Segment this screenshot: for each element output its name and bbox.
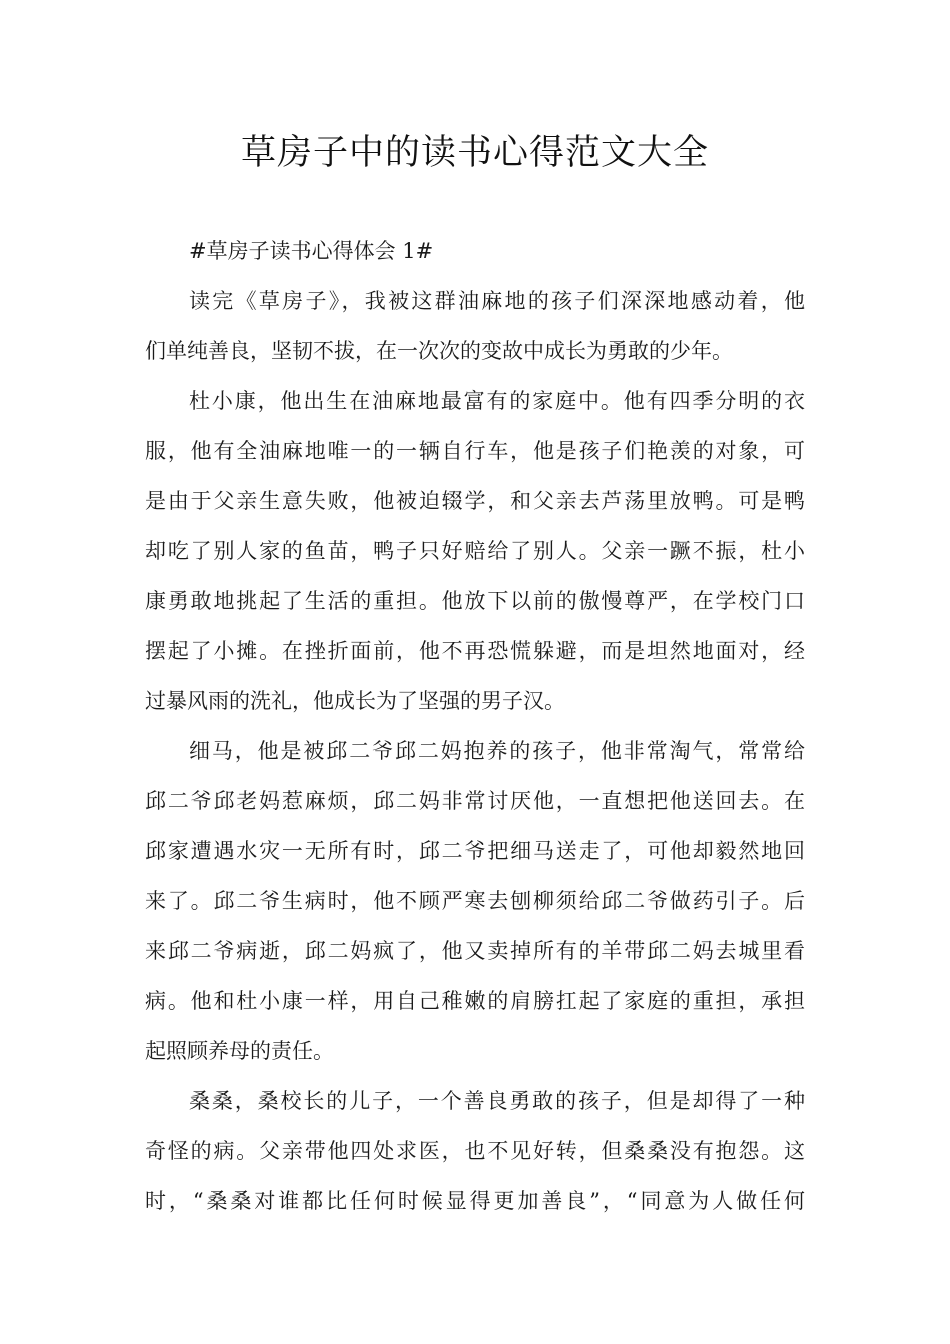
section-heading-text: #草房子读书心得体会 1# [189, 239, 434, 263]
paragraph-line: 邱家遭遇水灾一无所有时，邱二爷把细马送走了，可他却毅然地回 [145, 839, 805, 863]
paragraph-line: 来了。邱二爷生病时，他不顾严寒去刨柳须给邱二爷做药引子。后 [145, 889, 805, 913]
paragraph-line: 邱二爷邱老妈惹麻烦，邱二妈非常讨厌他，一直想把他送回去。在 [145, 789, 805, 813]
paragraph-line: 起照顾养母的责任。 [145, 1039, 334, 1063]
paragraph-line: 读完《草房子》，我被这群油麻地的孩子们深深地感动着，他 [189, 289, 805, 313]
paragraph-line: 时，“桑桑对谁都比任何时候显得更加善良”，“同意为人做任何 [145, 1189, 805, 1213]
paragraph-line: 是由于父亲生意失败，他被迫辍学，和父亲去芦荡里放鸭。可是鸭 [145, 489, 805, 513]
paragraph-line: 康勇敢地挑起了生活的重担。他放下以前的傲慢尊严，在学校门口 [145, 589, 805, 613]
paragraph-line: 服，他有全油麻地唯一的一辆自行车，他是孩子们艳羡的对象，可 [145, 439, 805, 463]
paragraph-line: 杜小康，他出生在油麻地最富有的家庭中。他有四季分明的衣 [189, 389, 805, 413]
paragraph-line: 却吃了别人家的鱼苗，鸭子只好赔给了别人。父亲一蹶不振，杜小 [145, 539, 805, 563]
paragraph-line: 奇怪的病。父亲带他四处求医，也不见好转，但桑桑没有抱怨。这 [145, 1139, 805, 1163]
paragraph-line: 细马，他是被邱二爷邱二妈抱养的孩子，他非常淘气，常常给 [189, 739, 805, 763]
paragraph-line: 摆起了小摊。在挫折面前，他不再恐慌躲避，而是坦然地面对，经 [145, 639, 805, 663]
paragraph-4 [145, 1076, 805, 1226]
paragraph-2 [145, 376, 805, 726]
document-title: 草房子中的读书心得范文大全 [240, 133, 709, 173]
paragraph-line: 病。他和杜小康一样，用自己稚嫩的肩膀扛起了家庭的重担，承担 [145, 989, 805, 1013]
document-body [145, 226, 805, 1226]
paragraph-3 [145, 726, 805, 1076]
paragraph-line: 桑桑，桑校长的儿子，一个善良勇敢的孩子，但是却得了一种 [189, 1089, 805, 1113]
paragraph-line: 来邱二爷病逝，邱二妈疯了，他又卖掉所有的羊带邱二妈去城里看 [145, 939, 805, 963]
paragraph-1 [145, 276, 805, 376]
section-heading [145, 226, 805, 276]
paragraph-line: 们单纯善良，坚韧不拔，在一次次的变故中成长为勇敢的少年。 [145, 339, 733, 363]
paragraph-line: 过暴风雨的洗礼，他成长为了坚强的男子汉。 [145, 689, 565, 713]
